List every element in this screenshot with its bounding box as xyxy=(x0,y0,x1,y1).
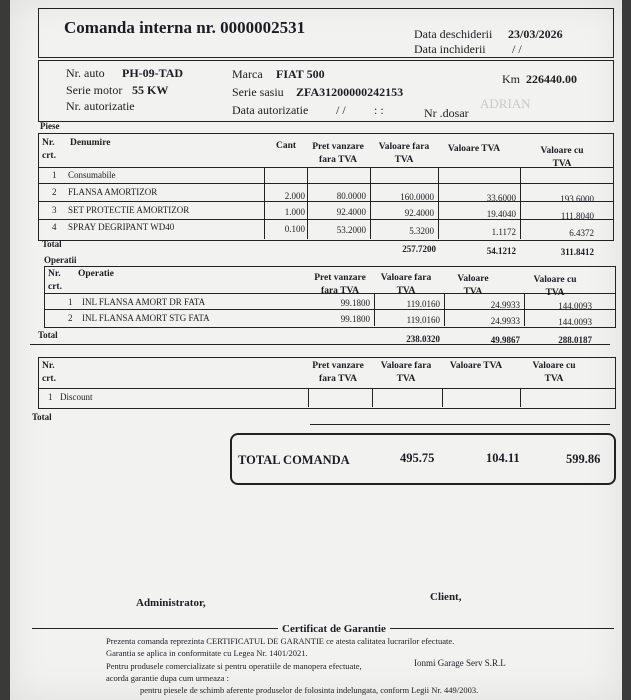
operations-header-vat: Valoare TVA xyxy=(457,274,489,297)
grand-total-total: 599.86 xyxy=(566,452,601,466)
warranty-text-line: Prezenta comanda reprezinta CERTIFICATUL DE GARANTIE ce atesta calitatea lucrarilor efectuate. xyxy=(106,636,455,646)
parts-row-price: 92.4000 xyxy=(336,207,366,217)
parts-row-total: 6.4372 xyxy=(569,228,594,238)
parts-column-divider xyxy=(438,168,439,239)
opened-date-value: 23/03/2026 xyxy=(508,27,563,41)
operations-row-nr: 2 xyxy=(68,313,73,323)
warranty-text-line: acorda garantie dupa cum urmeaza : xyxy=(106,673,229,683)
operations-total-line xyxy=(30,344,610,345)
operations-header-value: Valoare fara TVA xyxy=(380,273,432,296)
operations-total-total: 288.0187 xyxy=(558,335,592,345)
parts-header-divider xyxy=(38,167,613,168)
parts-column-divider xyxy=(307,168,308,239)
plate-value: PH-09-TAD xyxy=(122,66,184,80)
grand-total-label: TOTAL COMANDA xyxy=(238,453,350,467)
parts-row-name: SPRAY DEGRIPANT WD40 xyxy=(68,222,175,232)
vin-value: ZFA31200000242153 xyxy=(296,85,404,99)
parts-row-total: 193.6000 xyxy=(560,194,594,204)
parts-row-name: SET PROTECTIE AMORTIZOR xyxy=(68,205,190,215)
parts-row-nr: 4 xyxy=(52,222,57,232)
parts-header-value: Valoare fara TVA xyxy=(378,142,430,165)
parts-row-total: 111.8040 xyxy=(560,211,594,221)
engine-value: 55 KW xyxy=(132,83,169,97)
discounts-total-label: Total xyxy=(32,412,52,422)
parts-column-divider xyxy=(264,168,265,239)
warranty-text-line: Garantia se aplica in conformitate cu Legea Nr. 1401/2021. xyxy=(106,648,308,658)
parts-column-divider xyxy=(520,168,521,239)
authorization-date-label: Data autorizatie xyxy=(232,103,309,117)
operations-total-vat: 49.9867 xyxy=(490,335,520,345)
discounts-column-divider xyxy=(442,389,443,407)
parts-group-name: Consumabile xyxy=(68,170,116,180)
operations-row-nr: 1 xyxy=(68,297,73,307)
operations-section-label: Operatii xyxy=(44,255,77,265)
company-name: Ionmi Garage Serv S.R.L xyxy=(414,658,506,668)
order-document xyxy=(10,0,622,700)
authorization-date-value: / / xyxy=(336,103,346,117)
client-signature-label: Client, xyxy=(430,591,462,603)
discounts-row-nr: 1 xyxy=(48,392,53,402)
parts-header-total: Valoare cu TVA xyxy=(540,146,584,169)
vin-label: Serie sasiu xyxy=(232,85,284,99)
order-title: Comanda interna nr. 0000002531 xyxy=(64,18,306,37)
parts-row-qty: 2.000 xyxy=(284,191,305,201)
parts-row-value: 92.4000 xyxy=(404,208,434,218)
discounts-column-divider xyxy=(308,389,309,407)
grand-total-vat: 104.11 xyxy=(486,451,520,465)
parts-row-qty: 1.000 xyxy=(284,207,305,217)
engine-label: Serie motor xyxy=(66,83,123,97)
closed-date-label: Data inchiderii xyxy=(414,42,486,56)
parts-row-value: 5.3200 xyxy=(409,226,434,236)
discounts-total-line xyxy=(310,424,610,425)
parts-total-value: 257.7200 xyxy=(402,244,436,254)
parts-row-divider xyxy=(38,183,613,184)
parts-row-nr: 2 xyxy=(52,187,57,197)
plate-label: Nr. auto xyxy=(66,66,105,80)
ghost-stamp-text: ADRIAN xyxy=(480,96,531,111)
brand-label: Marca xyxy=(232,67,263,81)
operations-row-vat: 24.9933 xyxy=(490,300,520,310)
operations-row-total: 144.0093 xyxy=(558,301,592,311)
km-value: 226440.00 xyxy=(526,72,577,86)
operations-row-name: INL FLANSA AMORT DR FATA xyxy=(82,297,206,307)
closed-date-value: / / xyxy=(512,42,522,56)
operations-header-nr: Nr. crt. xyxy=(48,269,62,292)
parts-row-nr: 3 xyxy=(52,205,57,215)
discounts-column-divider xyxy=(372,389,373,407)
parts-header-name: Denumire xyxy=(70,138,111,148)
administrator-signature-label: Administrator, xyxy=(136,597,206,609)
operations-header-total: Valoare cu TVA xyxy=(533,275,577,298)
dosar-label: Nr .dosar xyxy=(424,106,469,120)
operations-header-name: Operatie xyxy=(78,269,114,279)
discounts-header-price: Pret vanzare fara TVA xyxy=(312,361,364,384)
discounts-column-divider xyxy=(520,389,521,407)
parts-header-nr: Nr. crt. xyxy=(42,138,56,161)
parts-header-vat: Valoare TVA xyxy=(447,144,501,154)
parts-total-label: Total xyxy=(42,239,62,249)
parts-group-nr: 1 xyxy=(52,170,57,180)
authorization-label: Nr. autorizatie xyxy=(66,99,135,113)
operations-row-vat: 24.9933 xyxy=(490,316,520,326)
opened-date-label: Data deschiderii xyxy=(414,27,493,41)
parts-header-price: Pret vanzare fara TVA xyxy=(312,142,364,165)
parts-row-value: 160.0000 xyxy=(400,192,434,202)
discounts-row-name: Discount xyxy=(60,392,93,402)
operations-row-value: 119.0160 xyxy=(406,299,440,309)
discounts-header-value: Valoare fara TVA xyxy=(380,361,432,384)
discounts-header-vat: Valoare TVA xyxy=(449,361,503,371)
warranty-title: Certificat de Garantie xyxy=(278,623,390,635)
km-label: Km xyxy=(502,72,520,86)
brand-value: FIAT 500 xyxy=(276,67,325,81)
grand-total-value: 495.75 xyxy=(400,451,435,465)
operations-row-total: 144.0093 xyxy=(558,317,592,327)
warranty-text-line: pentru piesele de schimb aferente produselor de folosinta indelungata, conform Legii Nr. 449/2003. xyxy=(140,685,479,695)
operations-column-divider xyxy=(444,294,445,326)
operations-row-price: 99.1800 xyxy=(340,298,370,308)
parts-row-vat: 1.1172 xyxy=(491,227,516,237)
parts-row-price: 80.0000 xyxy=(336,191,366,201)
parts-total-vat: 54.1212 xyxy=(486,246,516,256)
discounts-header-nr: Nr. crt. xyxy=(42,361,56,384)
parts-total-total: 311.8412 xyxy=(560,247,594,257)
operations-row-value: 119.0160 xyxy=(406,315,440,325)
warranty-text-line: Pentru produsele comercializate si pentru operatiile de manopera efectuate, xyxy=(106,661,362,671)
parts-header-qty: Cant xyxy=(275,141,297,151)
operations-total-label: Total xyxy=(38,330,58,340)
operations-row-name: INL FLANSA AMORT STG FATA xyxy=(82,313,210,323)
parts-row-name: FLANSA AMORTIZOR xyxy=(68,187,158,197)
operations-row-price: 99.1800 xyxy=(340,314,370,324)
parts-row-vat: 33.6000 xyxy=(486,193,516,203)
parts-row-price: 53.2000 xyxy=(336,225,366,235)
authorization-time-value: : : xyxy=(374,103,384,117)
parts-row-qty: 0.100 xyxy=(284,224,305,234)
discounts-header-divider xyxy=(38,388,615,389)
parts-section-label: Piese xyxy=(40,121,60,131)
discounts-header-total: Valoare cu TVA xyxy=(532,361,576,384)
operations-column-divider xyxy=(374,294,375,326)
parts-column-divider xyxy=(370,168,371,239)
parts-row-vat: 19.4040 xyxy=(486,209,516,219)
operations-header-price: Pret vanzare fara TVA xyxy=(314,273,366,296)
operations-total-value: 238.0320 xyxy=(406,334,440,344)
